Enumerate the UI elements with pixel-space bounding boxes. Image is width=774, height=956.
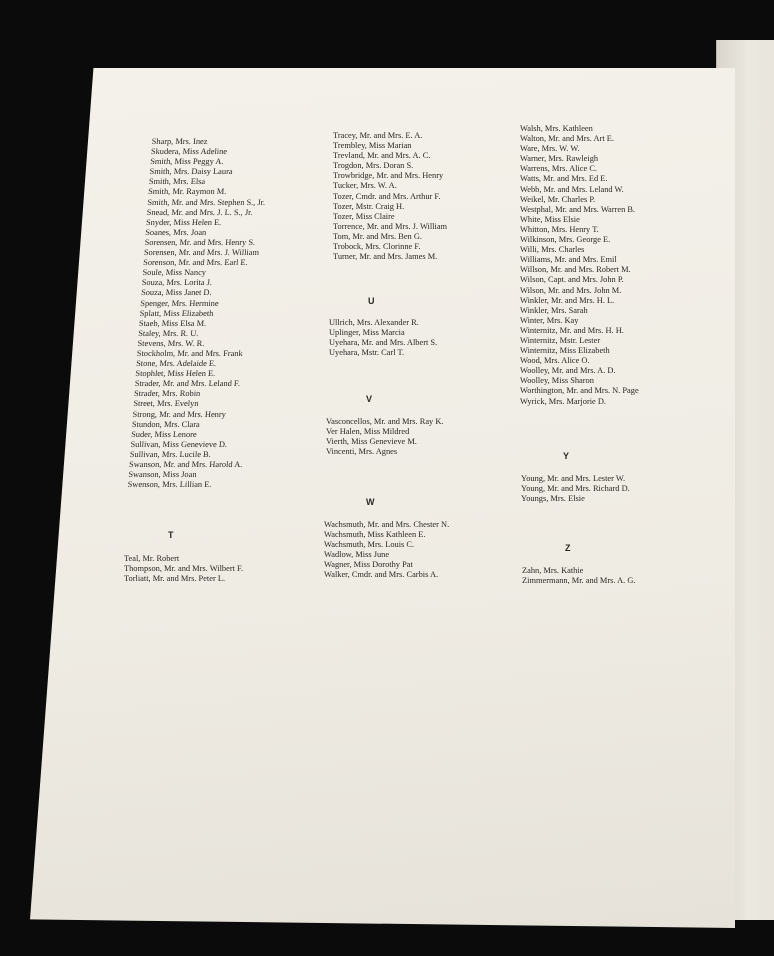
- name-entry: Staeb, Miss Elsa M.: [138, 318, 207, 328]
- name-entry: Woolley, Miss Sharon: [520, 376, 594, 386]
- name-entry: Walker, Cmdr. and Mrs. Carbis A.: [324, 570, 439, 580]
- name-entry: Ver Halen, Miss Mildred: [326, 427, 410, 437]
- name-entry: Smith, Mr. Raymon M.: [147, 187, 227, 197]
- name-entry: Skudera, Miss Adeline: [150, 147, 228, 157]
- name-entry: Warner, Mrs. Rawleigh: [520, 154, 599, 164]
- name-entry: Splatt, Miss Elizabeth: [139, 308, 214, 318]
- name-entry: Walsh, Mrs. Kathleen: [520, 124, 593, 133]
- t-names-list: [124, 554, 243, 584]
- name-entry: Turner, Mr. and Mrs. James M.: [333, 252, 438, 262]
- name-entry: Weikel, Mr. Charles P.: [520, 194, 596, 204]
- name-entry: Tom, Mr. and Mrs. Ben G.: [333, 231, 422, 241]
- name-entry: Webb, Mr. and Mrs. Leland W.: [520, 184, 624, 194]
- name-entry: Wachsmuth, Miss Kathleen E.: [324, 530, 426, 540]
- w-names-wrap: [324, 520, 449, 581]
- name-entry: Whitton, Mrs. Henry T.: [520, 224, 599, 234]
- name-entry: Soanes, Mrs. Joan: [145, 227, 207, 237]
- name-entry: Stophlet, Miss Helen E.: [135, 369, 216, 379]
- name-entry: Uplinger, Miss Marcia: [329, 328, 405, 338]
- name-entry: Willi, Mrs. Charles: [520, 245, 585, 255]
- name-entry: Souza, Mrs. Lorita J.: [141, 278, 213, 288]
- name-entry: Souza, Miss Janet D.: [140, 288, 212, 298]
- v-names-wrap: [326, 417, 443, 457]
- name-entry: Soule, Miss Nancy: [142, 268, 207, 278]
- name-entry: Wood, Mrs. Alice O.: [520, 356, 590, 366]
- name-entry: Vincenti, Mrs. Agnes: [326, 447, 398, 457]
- name-entry: Tozer, Mstr. Craig H.: [333, 201, 405, 211]
- name-entry: Ullrich, Mrs. Alexander R.: [329, 318, 419, 327]
- name-entry: Sharp, Mrs. Inez: [151, 137, 208, 146]
- name-entry: Uyehara, Mr. and Mrs. Albert S.: [329, 338, 438, 348]
- name-entry: Wilson, Mr. and Mrs. John M.: [520, 285, 622, 295]
- name-entry: Trevland, Mr. and Mrs. A. C.: [333, 151, 431, 161]
- name-entry: Winternitz, Miss Elizabeth: [520, 346, 610, 356]
- name-entry: Strader, Mrs. Robin: [133, 389, 201, 399]
- name-entry: Stockholm, Mr. and Mrs. Frank: [136, 348, 244, 358]
- section-heading-u: U: [368, 296, 375, 306]
- name-entry: Young, Mr. and Mrs. Lester W.: [521, 474, 626, 483]
- column-1: [127, 137, 270, 490]
- name-entry: Spenger, Mrs. Hermine: [140, 298, 219, 308]
- name-entry: Torliatt, Mr. and Mrs. Peter L.: [124, 574, 226, 584]
- wa-names-list: [520, 124, 639, 407]
- section-heading-t: T: [168, 530, 174, 540]
- name-entry: Vierth, Miss Genevieve M.: [326, 437, 417, 447]
- name-entry: Wadlow, Miss June: [324, 550, 390, 560]
- name-entry: Watts, Mr. and Mrs. Ed E.: [520, 174, 608, 184]
- name-entry: Wilkinson, Mrs. George E.: [520, 235, 611, 245]
- name-entry: Zahn, Mrs. Kathie: [522, 566, 584, 575]
- name-entry: Smith, Mr. and Mrs. Stephen S., Jr.: [147, 197, 266, 207]
- name-entry: Teal, Mr. Robert: [124, 554, 180, 563]
- name-entry: Worthington, Mr. and Mrs. N. Page: [520, 386, 639, 396]
- name-entry: Smith, Miss Peggy A.: [149, 157, 224, 167]
- name-entry: Trowbridge, Mr. and Mrs. Henry: [333, 171, 444, 181]
- name-entry: Strong, Mr. and Mrs. Henry: [132, 409, 227, 419]
- name-entry: Tozer, Cmdr. and Mrs. Arthur F.: [333, 191, 441, 201]
- name-entry: Westphal, Mr. and Mrs. Warren B.: [520, 204, 636, 214]
- name-entry: Suder, Miss Lenore: [130, 429, 198, 439]
- name-entry: Woolley, Mr. and Mrs. A. D.: [520, 366, 616, 376]
- u-names-wrap: [329, 318, 437, 358]
- name-entry: Sullivan, Miss Genevieve D.: [130, 439, 228, 449]
- column-2: [333, 131, 447, 262]
- name-entry: Tozer, Miss Claire: [333, 211, 395, 221]
- name-entry: Sullivan, Mrs. Lucile B.: [129, 449, 212, 459]
- section-heading-w: W: [366, 497, 375, 507]
- name-entry: Sorensen, Mr. and Mrs. J. William: [143, 248, 260, 258]
- name-entry: White, Miss Elsie: [520, 214, 580, 224]
- name-entry: Warrens, Mrs. Alice C.: [520, 164, 598, 174]
- s-names-list: [127, 137, 269, 490]
- name-entry: Torrence, Mr. and Mrs. J. William: [333, 221, 448, 231]
- name-entry: Trogdon, Mrs. Doran S.: [333, 161, 414, 171]
- name-entry: Winkler, Mrs. Sarah: [520, 305, 588, 315]
- name-entry: Wilson, Capt. and Mrs. John P.: [520, 275, 624, 285]
- name-entry: Snyder, Miss Helen E.: [145, 217, 222, 227]
- z-names-wrap: [522, 566, 636, 586]
- name-entry: Tracey, Mr. and Mrs. E. A.: [333, 131, 423, 140]
- name-entry: Willson, Mr. and Mrs. Robert M.: [520, 265, 631, 275]
- name-entry: Sorenson, Mr. and Mrs. Earl E.: [142, 258, 248, 268]
- section-heading-y: Y: [563, 451, 570, 461]
- name-entry: Zimmermann, Mr. and Mrs. A. G.: [522, 576, 636, 586]
- section-heading-v: V: [366, 394, 373, 404]
- w-names-list: [324, 520, 449, 581]
- name-entry: Swanson, Mr. and Mrs. Harold A.: [128, 460, 243, 469]
- name-entry: Tucker, Mrs. W. A.: [333, 181, 397, 191]
- name-entry: Snead, Mr. and Mrs. J. L. S., Jr.: [146, 207, 253, 217]
- name-entry: Sorensen, Mr. and Mrs. Henry S.: [144, 237, 256, 247]
- name-entry: Thompson, Mr. and Mrs. Wilbert F.: [124, 564, 244, 574]
- name-entry: Uyehara, Mstr. Carl T.: [329, 348, 405, 358]
- column-3: [520, 124, 639, 407]
- v-names-list: [326, 417, 443, 457]
- y-names-list: [521, 474, 630, 504]
- name-entry: Stone, Mrs. Adelaide E.: [135, 359, 217, 369]
- name-entry: Strader, Mr. and Mrs. Leland F.: [134, 379, 241, 389]
- name-entry: Wachsmuth, Mrs. Louis C.: [324, 540, 415, 550]
- tr-names-list: [333, 131, 447, 262]
- name-entry: Swenson, Mrs. Lillian E.: [127, 480, 212, 490]
- name-entry: Street, Mrs. Evelyn: [133, 399, 199, 409]
- name-entry: Wachsmuth, Mr. and Mrs. Chester N.: [324, 520, 450, 529]
- name-entry: Swanson, Miss Joan: [128, 470, 197, 480]
- name-entry: Winkler, Mr. and Mrs. H. L.: [520, 295, 615, 305]
- u-names-list: [329, 318, 437, 358]
- z-names-list: [522, 566, 636, 586]
- name-entry: Ware, Mrs. W. W.: [520, 144, 580, 154]
- y-names-wrap: [521, 474, 630, 504]
- name-entry: Trobock, Mrs. Clorinne F.: [333, 242, 421, 252]
- name-entry: Winternitz, Mstr. Lester: [520, 335, 601, 345]
- name-entry: Walton, Mr. and Mrs. Art E.: [520, 134, 614, 144]
- name-entry: Williams, Mr. and Mrs. Emil: [520, 255, 617, 265]
- name-entry: Winternitz, Mr. and Mrs. H. H.: [520, 325, 624, 335]
- name-entry: Wagner, Miss Dorothy Pat: [324, 560, 413, 570]
- name-entry: Smith, Mrs. Elsa: [148, 177, 206, 187]
- name-entry: Young, Mr. and Mrs. Richard D.: [521, 484, 630, 494]
- name-entry: Youngs, Mrs. Elsie: [521, 494, 585, 504]
- section-heading-z: Z: [565, 543, 571, 553]
- name-entry: Vasconcellos, Mr. and Mrs. Ray K.: [326, 417, 444, 426]
- name-entry: Smith, Mrs. Daisy Laura: [149, 167, 233, 177]
- name-entry: Trembley, Miss Marian: [333, 141, 412, 151]
- name-entry: Stundon, Mrs. Clara: [131, 419, 201, 429]
- name-entry: Stevens, Mrs. W. R.: [137, 338, 205, 348]
- name-entry: Wyrick, Mrs. Marjorie D.: [520, 396, 607, 406]
- name-entry: Staley, Mrs. R. U.: [137, 328, 199, 338]
- name-entry: Winter, Mrs. Kay: [520, 315, 579, 325]
- t-names-list-wrap: [124, 554, 243, 584]
